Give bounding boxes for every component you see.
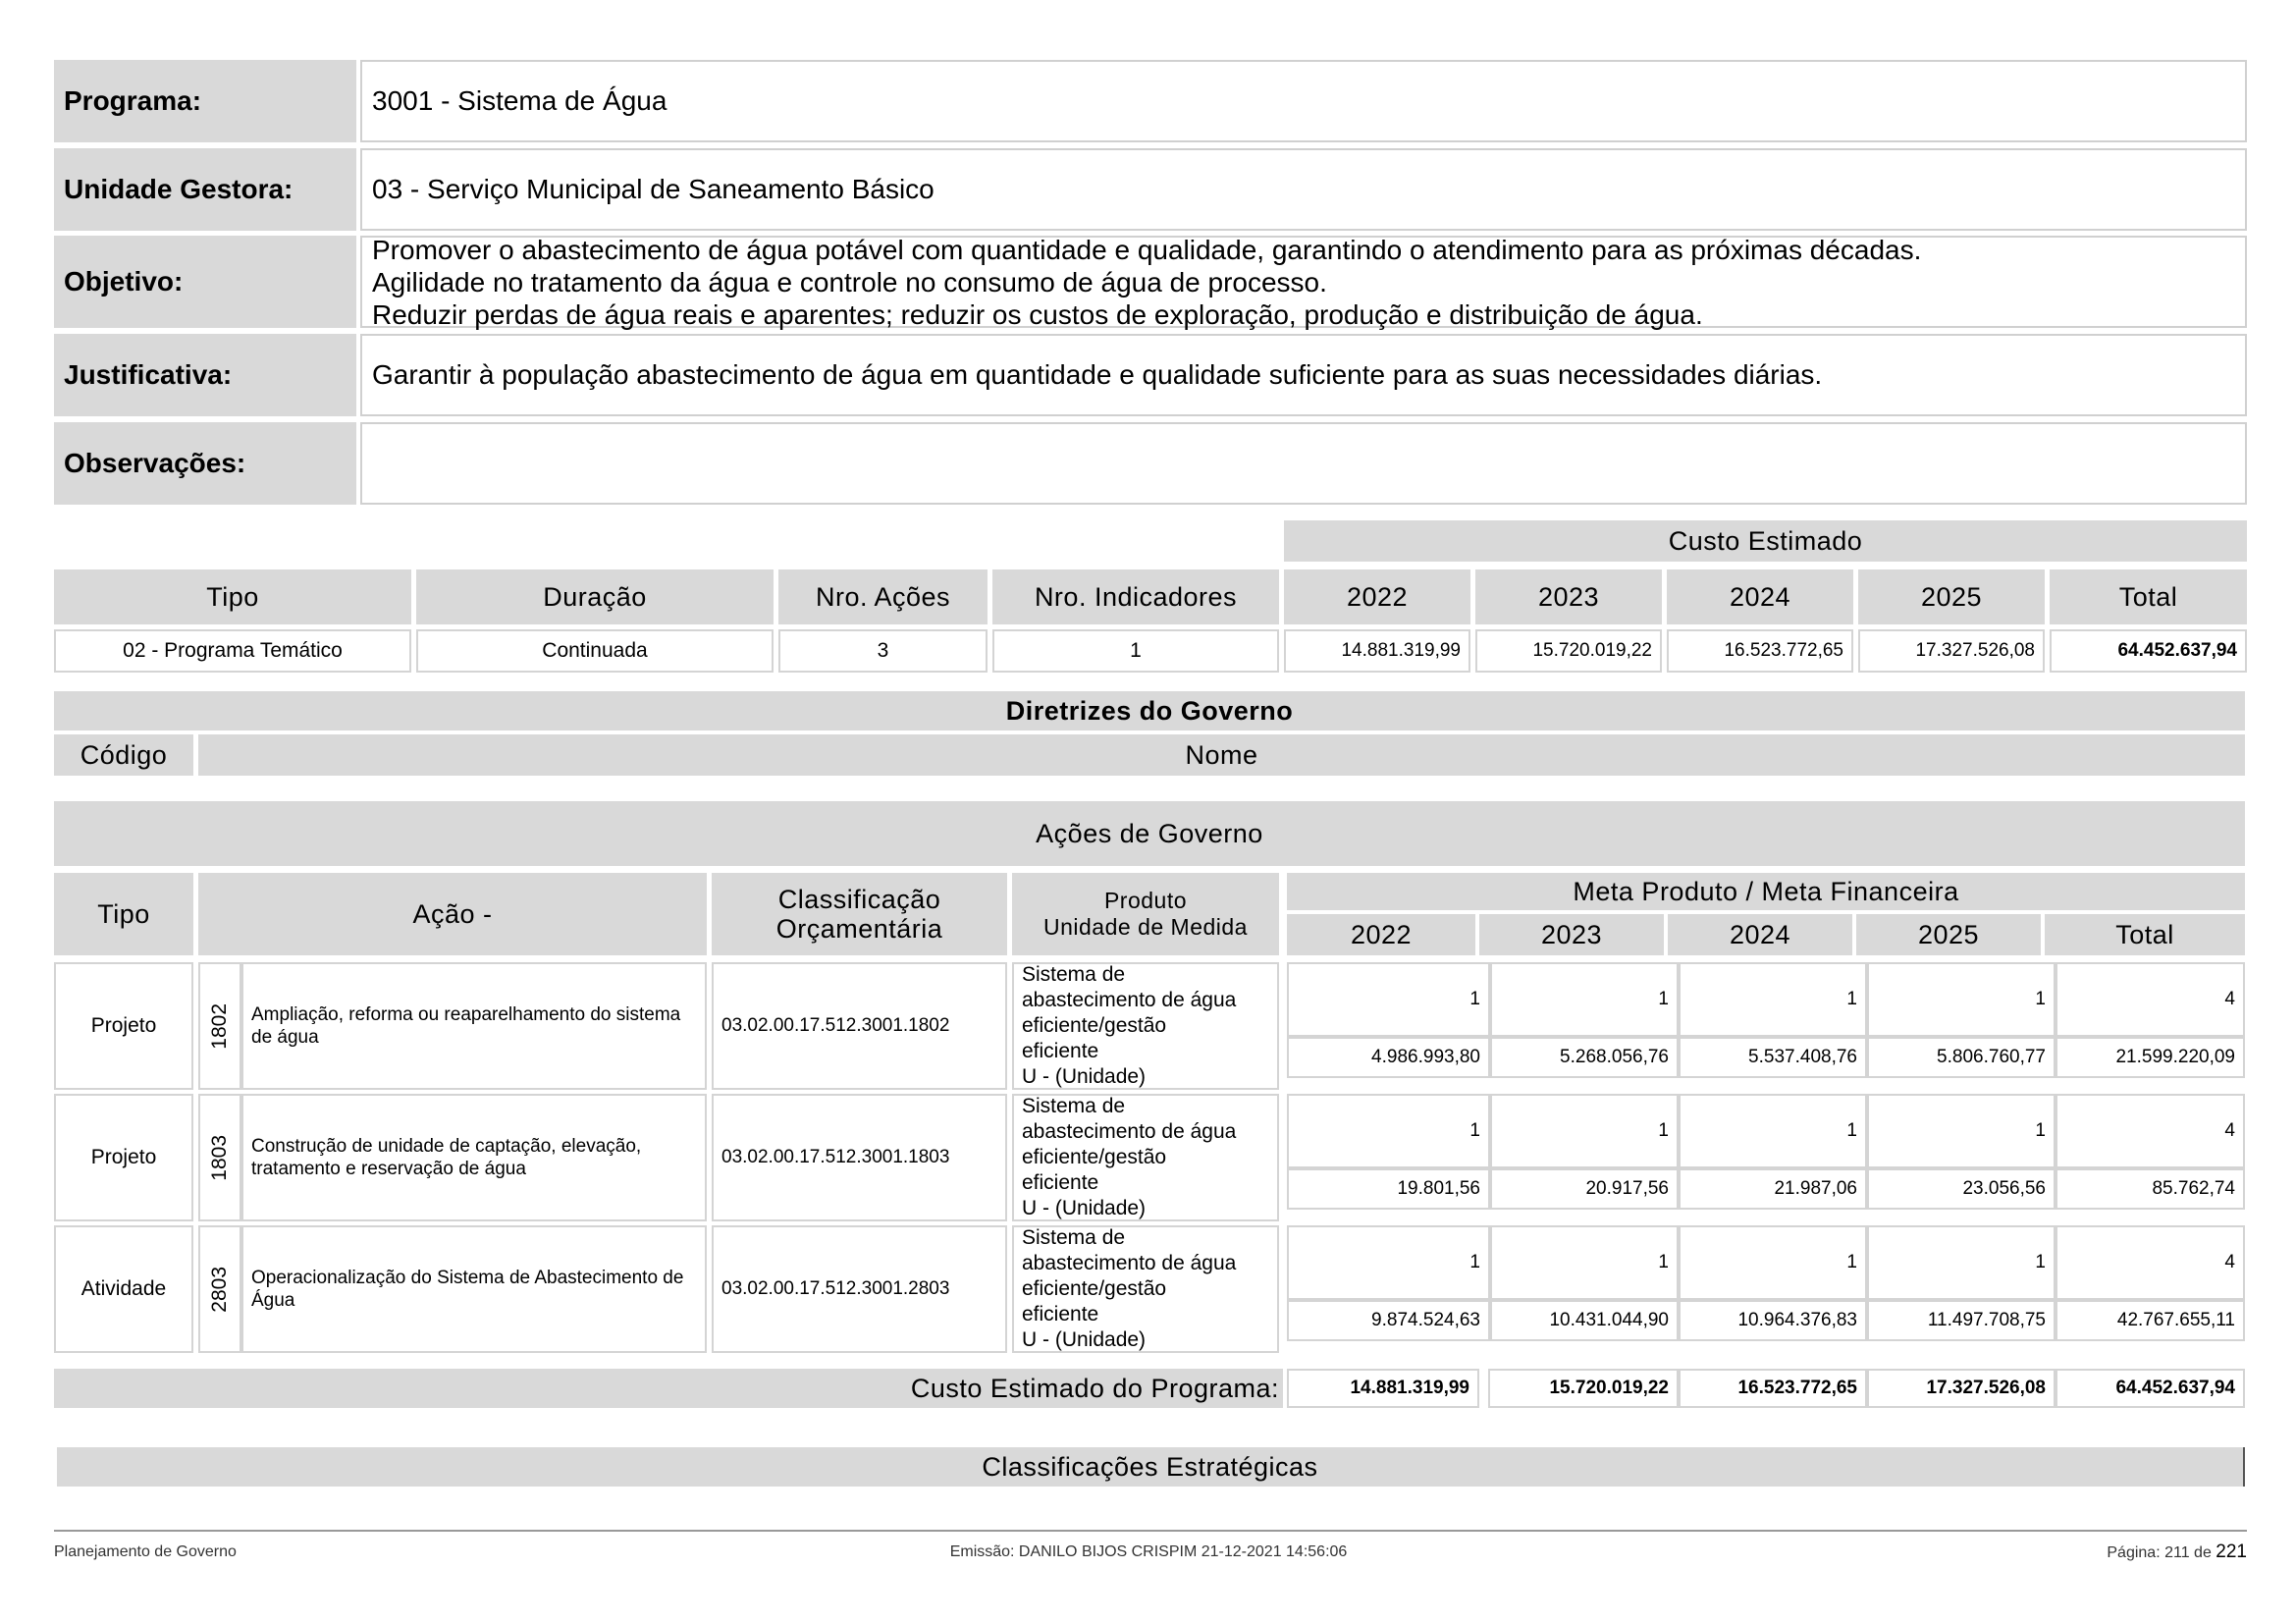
programa-label: Programa: — [54, 60, 356, 142]
classificacoes-title: Classificações Estratégicas — [57, 1447, 2245, 1487]
summary-header-2022: 2022 — [1284, 569, 1470, 624]
acao-produto — [1012, 962, 1279, 1090]
diretrizes-header-nome: Nome — [198, 734, 2245, 776]
acao-tipo: Projeto — [54, 962, 193, 1090]
diretrizes-header-codigo: Código — [54, 734, 193, 776]
meta-produto: 1 — [1287, 962, 1490, 1037]
acoes-header-meta: Meta Produto / Meta Financeira — [1287, 873, 2245, 910]
meta-produto: 4 — [2056, 962, 2245, 1037]
diretrizes-title: Diretrizes do Governo — [54, 691, 2245, 730]
meta-financeira: 21.987,06 — [1679, 1168, 1867, 1210]
meta-financeira: 85.762,74 — [2056, 1168, 2245, 1210]
acao-classificacao: 03.02.00.17.512.3001.2803 — [712, 1225, 1007, 1353]
acao-codigo — [198, 1094, 241, 1221]
meta-financeira: 11.497.708,75 — [1867, 1300, 2056, 1341]
justificativa-value: Garantir à população abastecimento de água em quantidade e qualidade suficiente para as suas necessidades diárias. — [360, 334, 2247, 416]
produto-line: abastecimento de água — [1022, 1252, 1237, 1274]
produto-header-line: Unidade de Medida — [1043, 914, 1248, 940]
footer-left: Planejamento de Governo — [54, 1543, 237, 1560]
summary-header-tipo: Tipo — [54, 569, 411, 624]
objetivo-line: Agilidade no tratamento da água e controle no consumo de água de processo. — [372, 266, 1327, 298]
summary-header-2025: 2025 — [1858, 569, 2045, 624]
acao-classificacao: 03.02.00.17.512.3001.1803 — [712, 1094, 1007, 1221]
acao-produto — [1012, 1225, 1279, 1353]
meta-produto: 1 — [1679, 1094, 1867, 1168]
acoes-header-2022: 2022 — [1287, 914, 1475, 955]
custo-estimado-programa-value: 15.720.019,22 — [1488, 1369, 1679, 1408]
observacoes-label: Observações: — [54, 422, 356, 505]
footer-emissao: Emissão: DANILO BIJOS CRISPIM 21-12-2021 14:56:06 — [949, 1543, 1348, 1560]
programa-value: 3001 - Sistema de Água — [360, 60, 2247, 142]
meta-produto: 1 — [1490, 1094, 1679, 1168]
meta-financeira: 19.801,56 — [1287, 1168, 1490, 1210]
summary-header-total: Total — [2050, 569, 2247, 624]
unidade-gestora-value: 03 - Serviço Municipal de Saneamento Básico — [360, 148, 2247, 231]
acoes-header-2024: 2024 — [1668, 914, 1852, 955]
classificacao-header-line: Classificação — [777, 885, 941, 914]
summary-header-2023: 2023 — [1475, 569, 1662, 624]
produto-line: eficiente — [1022, 1303, 1099, 1325]
custo-estimado-programa-value: 64.452.637,94 — [2056, 1369, 2245, 1408]
meta-financeira: 23.056,56 — [1867, 1168, 2056, 1210]
meta-produto: 1 — [1490, 962, 1679, 1037]
summary-2022: 14.881.319,99 — [1284, 629, 1470, 673]
acao-nome: Operacionalização do Sistema de Abastecimento de Água — [241, 1225, 707, 1353]
produto-line: U - (Unidade) — [1022, 1328, 1147, 1351]
acoes-header-tipo: Tipo — [54, 873, 193, 955]
acoes-header-2023: 2023 — [1479, 914, 1664, 955]
produto-line: eficiente/gestão — [1022, 1146, 1167, 1168]
summary-nro-indicadores: 1 — [992, 629, 1279, 673]
meta-produto: 1 — [1287, 1094, 1490, 1168]
acao-tipo: Projeto — [54, 1094, 193, 1221]
acoes-header-2025: 2025 — [1856, 914, 2041, 955]
meta-financeira: 42.767.655,11 — [2056, 1300, 2245, 1341]
summary-header-nro-acoes: Nro. Ações — [778, 569, 988, 624]
summary-nro-acoes: 3 — [778, 629, 988, 673]
produto-line: U - (Unidade) — [1022, 1065, 1147, 1088]
meta-produto: 1 — [1679, 962, 1867, 1037]
acoes-title: Ações de Governo — [54, 801, 2245, 866]
meta-produto: 1 — [1867, 962, 2056, 1037]
summary-2024: 16.523.772,65 — [1667, 629, 1853, 673]
footer-pagina-total: 221 — [2216, 1542, 2247, 1562]
classificacao-header-line: Orçamentária — [775, 914, 943, 944]
footer-pagina — [1854, 1542, 2247, 1567]
acao-tipo: Atividade — [54, 1225, 193, 1353]
acoes-header-produto — [1012, 873, 1279, 955]
acao-nome: Construção de unidade de captação, elevação, tratamento e reservação de água — [241, 1094, 707, 1221]
meta-produto: 1 — [1490, 1225, 1679, 1300]
produto-line: abastecimento de água — [1022, 989, 1237, 1011]
summary-header-nro-indicadores: Nro. Indicadores — [992, 569, 1279, 624]
objetivo-value — [360, 236, 2247, 328]
footer-pagina-prefix: Página: 211 de — [2107, 1544, 2212, 1561]
meta-financeira: 5.537.408,76 — [1679, 1037, 1867, 1078]
acoes-header-acao: Ação - — [198, 873, 707, 955]
objetivo-line: Reduzir perdas de água reais e aparentes; reduzir os custos de exploração, produção e distribuição de água. — [372, 298, 1703, 330]
summary-2023: 15.720.019,22 — [1475, 629, 1662, 673]
acao-codigo-text: 1803 — [208, 1134, 231, 1181]
summary-tipo: 02 - Programa Temático — [54, 629, 411, 673]
summary-total: 64.452.637,94 — [2050, 629, 2247, 673]
acao-codigo — [198, 962, 241, 1090]
summary-2025: 17.327.526,08 — [1858, 629, 2045, 673]
acoes-header-classificacao — [712, 873, 1007, 955]
acao-classificacao: 03.02.00.17.512.3001.1802 — [712, 962, 1007, 1090]
custo-estimado-header: Custo Estimado — [1284, 520, 2247, 562]
acao-nome: Ampliação, reforma ou reaparelhamento do sistema de água — [241, 962, 707, 1090]
produto-line: U - (Unidade) — [1022, 1197, 1147, 1219]
objetivo-line: Promover o abastecimento de água potável com quantidade e qualidade, garantindo o atendimento para as próximas décadas. — [372, 234, 1922, 265]
meta-produto: 4 — [2056, 1094, 2245, 1168]
summary-header-duracao: Duração — [416, 569, 774, 624]
acao-codigo-text: 2803 — [208, 1266, 231, 1313]
produto-line: eficiente — [1022, 1171, 1099, 1194]
summary-duracao: Continuada — [416, 629, 774, 673]
acao-codigo — [198, 1225, 241, 1353]
produto-line: eficiente — [1022, 1040, 1099, 1062]
meta-financeira: 5.806.760,77 — [1867, 1037, 2056, 1078]
objetivo-label: Objetivo: — [54, 236, 356, 328]
custo-estimado-programa-label: Custo Estimado do Programa: — [54, 1369, 1283, 1408]
justificativa-label: Justificativa: — [54, 334, 356, 416]
meta-produto: 1 — [1867, 1094, 2056, 1168]
unidade-gestora-label: Unidade Gestora: — [54, 148, 356, 231]
produto-line: eficiente/gestão — [1022, 1277, 1167, 1300]
produto-line: abastecimento de água — [1022, 1120, 1237, 1143]
custo-estimado-programa-value: 16.523.772,65 — [1679, 1369, 1867, 1408]
meta-produto: 4 — [2056, 1225, 2245, 1300]
meta-financeira: 21.599.220,09 — [2056, 1037, 2245, 1078]
meta-produto: 1 — [1867, 1225, 2056, 1300]
summary-header-2024: 2024 — [1667, 569, 1853, 624]
produto-line: Sistema de — [1022, 1226, 1126, 1249]
custo-estimado-programa-value: 17.327.526,08 — [1867, 1369, 2056, 1408]
meta-produto: 1 — [1679, 1225, 1867, 1300]
acoes-header-total: Total — [2045, 914, 2245, 955]
meta-financeira: 10.431.044,90 — [1490, 1300, 1679, 1341]
footer-divider — [54, 1530, 2247, 1532]
meta-financeira: 20.917,56 — [1490, 1168, 1679, 1210]
produto-line: eficiente/gestão — [1022, 1014, 1167, 1037]
produto-header-line: Produto — [1103, 888, 1188, 913]
observacoes-value — [360, 422, 2247, 505]
produto-line: Sistema de — [1022, 1095, 1126, 1117]
produto-line: Sistema de — [1022, 963, 1126, 986]
meta-financeira: 9.874.524,63 — [1287, 1300, 1490, 1341]
custo-estimado-programa-value: 14.881.319,99 — [1287, 1369, 1479, 1408]
meta-financeira: 5.268.056,76 — [1490, 1037, 1679, 1078]
acao-produto — [1012, 1094, 1279, 1221]
acao-codigo-text: 1802 — [208, 1002, 231, 1050]
meta-produto: 1 — [1287, 1225, 1490, 1300]
meta-financeira: 10.964.376,83 — [1679, 1300, 1867, 1341]
meta-financeira: 4.986.993,80 — [1287, 1037, 1490, 1078]
